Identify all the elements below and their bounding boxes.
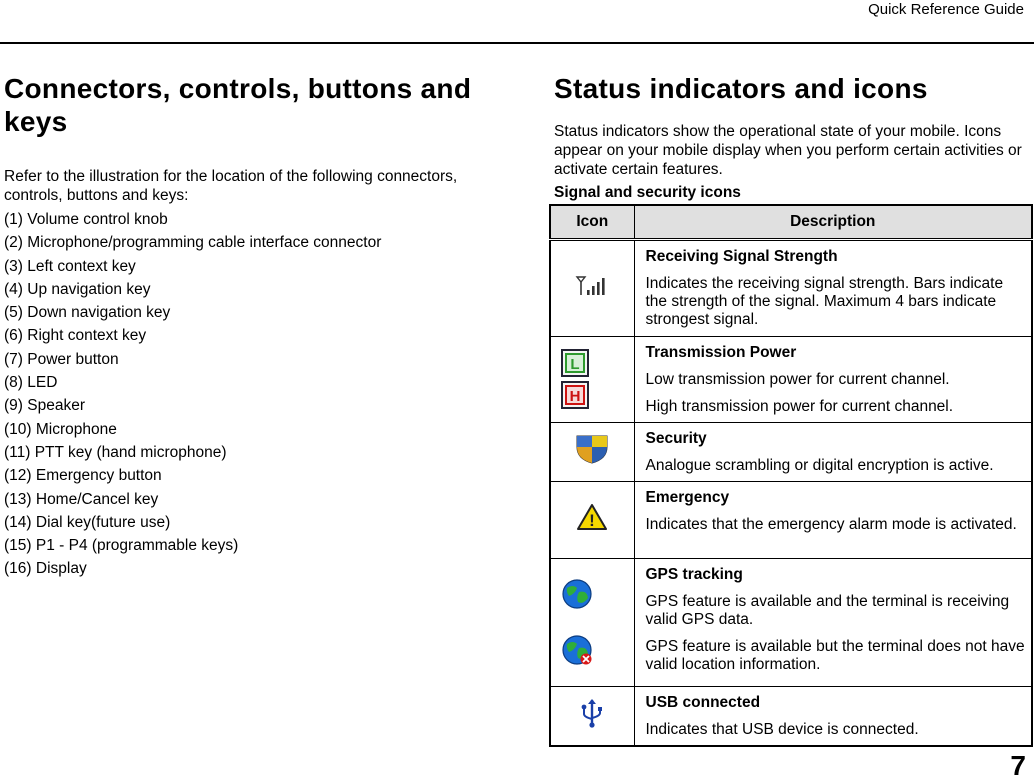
list-item: (15) P1 - P4 (programmable keys) [4, 537, 239, 555]
header-rule [0, 42, 1034, 44]
signal-strength-icon [575, 275, 609, 297]
svg-text:H: H [569, 388, 581, 405]
row-description: GPS feature is available but the terminal does not have valid location information. [645, 637, 1025, 673]
list-item: (13) Home/Cancel key [4, 490, 159, 508]
list-item: (1) Volume control knob [4, 211, 168, 228]
list-item: (2) Microphone/programming cable interface connector [4, 234, 382, 252]
svg-text:L: L [570, 356, 580, 373]
list-item: (6) Right context key [4, 327, 147, 345]
security-shield-icon [574, 433, 610, 465]
signal-security-subheading: Signal and security icons [554, 184, 741, 201]
row-title: Emergency [645, 488, 730, 506]
icon-column-header: Icon [550, 205, 634, 239]
right-column [554, 72, 1024, 202]
status-section-title: Status indicators and icons [554, 73, 928, 104]
row-description: Indicates the receiving signal strength. Bars indicate the strength of the signal. Maximum 4 bars indicate strongest signal. [645, 274, 1004, 328]
list-item: (14) Dial key(future use) [4, 513, 171, 531]
list-item: (12) Emergency button [4, 467, 162, 485]
emergency-warning-icon [576, 503, 608, 531]
description-column-header: Description [634, 205, 1032, 239]
connectors-section-title: Connectors, controls, buttons and keys [4, 73, 472, 137]
table-row [550, 481, 1032, 558]
table-row [550, 239, 1032, 336]
high-power-icon [561, 381, 589, 409]
list-item: (9) Speaker [4, 397, 85, 415]
row-description: Indicates that USB device is connected. [645, 720, 919, 738]
status-intro: Status indicators show the operational state of your mobile. Icons appear on your mobile display when you perform certain activities or activate certain features. [554, 123, 1022, 178]
row-description: High transmission power for current channel. [645, 397, 954, 415]
connectors-intro: Refer to the illustration for the location of the following connectors, controls, buttons and keys: [4, 168, 458, 204]
list-item: (5) Down navigation key [4, 304, 171, 322]
low-power-icon [561, 349, 589, 377]
row-title: USB connected [645, 693, 761, 711]
row-title: Transmission Power [645, 343, 797, 361]
table-header-row [550, 205, 1032, 239]
list-item: (8) LED [4, 374, 58, 392]
list-item: (3) Left context key [4, 257, 136, 275]
svg-text:!: ! [589, 511, 596, 530]
page-number: 7 [1010, 750, 1026, 779]
list-item: (10) Microphone [4, 420, 117, 438]
connectors-list [4, 208, 504, 581]
row-description: Indicates that the emergency alarm mode is activated. [645, 515, 1017, 533]
row-title: Receiving Signal Strength [645, 247, 838, 265]
gps-invalid-icon [561, 634, 593, 666]
table-row [550, 422, 1032, 481]
row-title: Security [645, 429, 707, 447]
table-row [550, 336, 1032, 422]
list-item: (4) Up navigation key [4, 280, 151, 298]
row-title: GPS tracking [645, 565, 743, 583]
status-icons-table [549, 204, 1033, 747]
row-description: GPS feature is available and the terminal is receiving valid GPS data. [645, 592, 1010, 628]
gps-valid-icon [561, 578, 593, 610]
usb-icon [580, 698, 604, 728]
row-description: Low transmission power for current channel. [645, 370, 950, 388]
table-row [550, 686, 1032, 746]
left-column [4, 72, 504, 581]
table-row [550, 558, 1032, 686]
list-item: (16) Display [4, 560, 87, 578]
list-item: (11) PTT key (hand microphone) [4, 443, 227, 461]
list-item: (7) Power button [4, 350, 119, 368]
running-header: Quick Reference Guide [868, 1, 1024, 18]
row-description: Analogue scrambling or digital encryption is active. [645, 456, 994, 474]
